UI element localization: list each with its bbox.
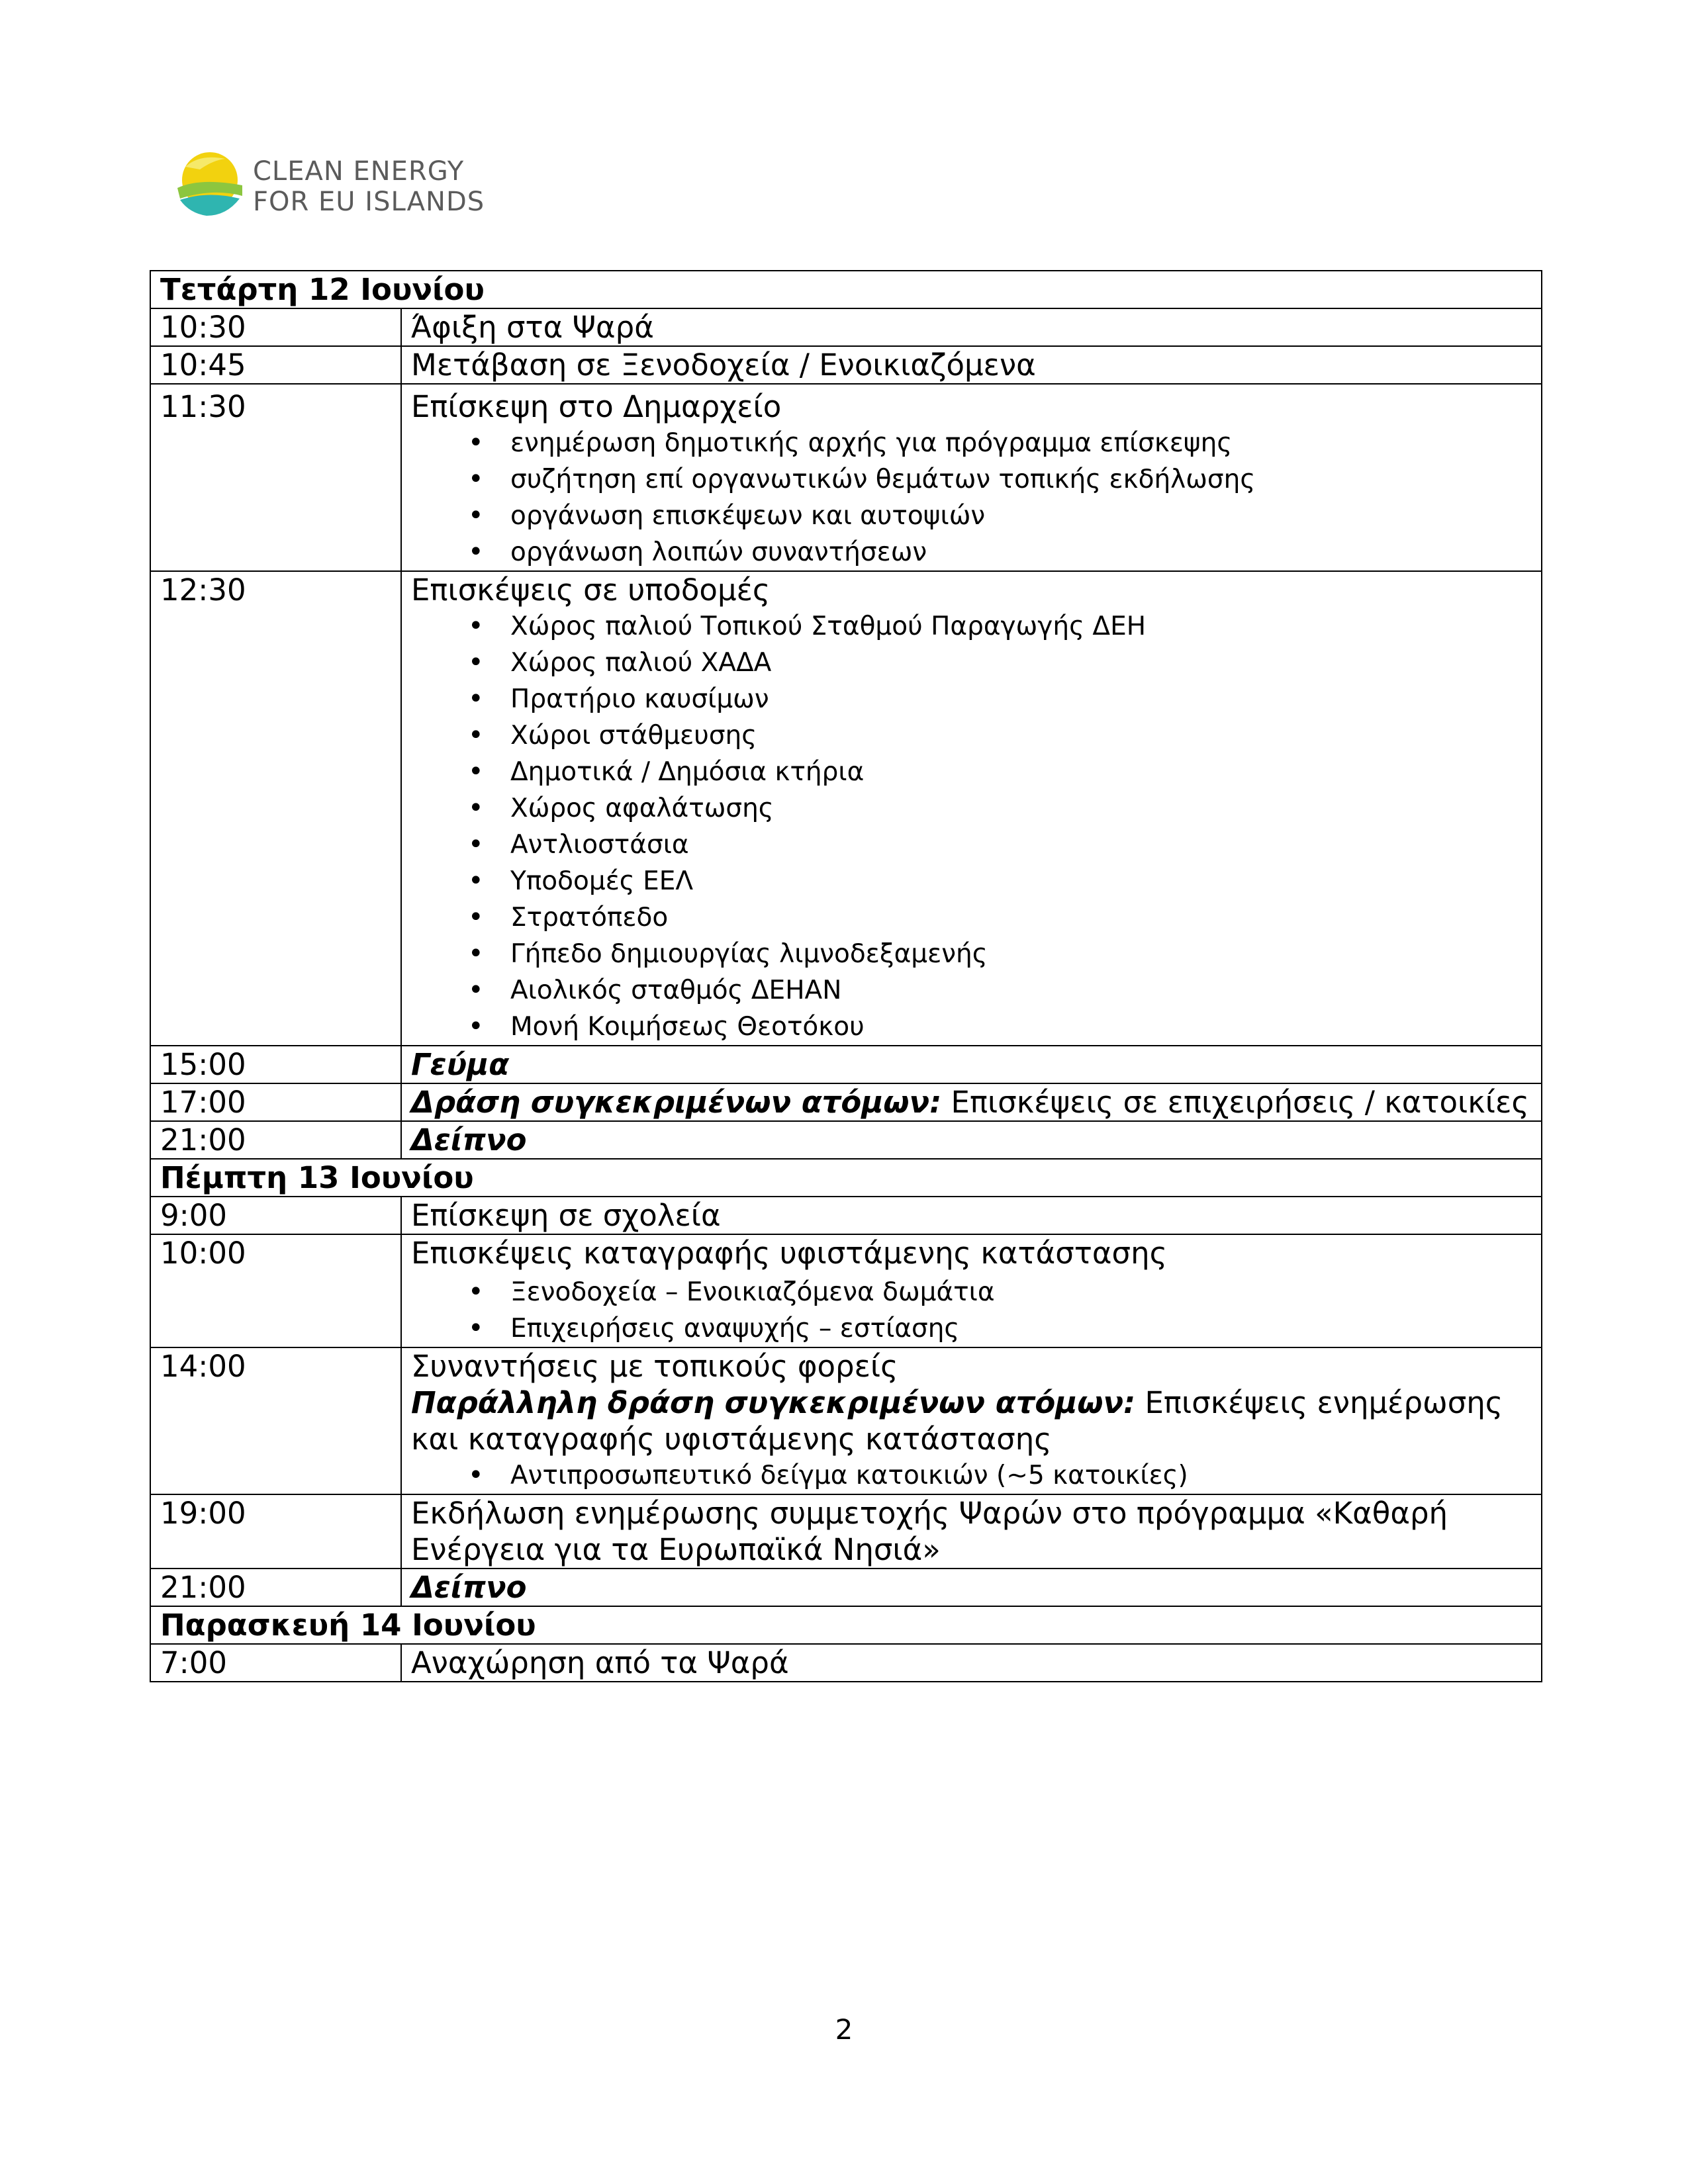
day-header-row [150, 1606, 1542, 1644]
list-item: • Πρατήριο καυσίμων [510, 681, 1532, 717]
day-title: Τετάρτη 12 Ιουνίου [150, 271, 1542, 308]
list-item: • Μονή Κοιμήσεως Θεοτόκου [510, 1009, 1532, 1045]
time-cell: 17:00 [150, 1083, 401, 1121]
activity-text: Επισκέψεις σε επιχειρήσεις / κατοικίες [941, 1085, 1529, 1120]
activity-cell [401, 1121, 1542, 1159]
table-row [150, 1046, 1542, 1083]
time-cell: 10:30 [150, 308, 401, 346]
table-row [150, 1197, 1542, 1234]
page-number: 2 [835, 2013, 853, 2046]
activity-cell [401, 571, 1542, 1046]
list-item: • Χώρος παλιού ΧΑΔΑ [510, 645, 1532, 681]
time-cell: 11:30 [150, 384, 401, 571]
list-item: • Υποδομές ΕΕΛ [510, 863, 1532, 899]
activity-cell [401, 1046, 1542, 1083]
logo-mark-icon [173, 147, 246, 220]
activity-cell [401, 1347, 1542, 1494]
schedule-table [150, 270, 1542, 1682]
activity-text: Επισκέψεις ενημέρωσης και καταγραφής υφιστάμενης κατάστασης [411, 1385, 1503, 1457]
bullet-list [411, 1271, 1532, 1347]
activity-cell [401, 1234, 1542, 1347]
list-item: • Χώρος παλιού Τοπικού Σταθμού Παραγωγής ΔΕΗ [510, 608, 1532, 645]
list-item: • οργάνωση επισκέψεων και αυτοψιών [510, 498, 1532, 534]
list-item: • ενημέρωση δημοτικής αρχής για πρόγραμμα επίσκεψης [510, 425, 1532, 461]
activity-cell [401, 1083, 1542, 1121]
activity-bold: Γεύμα [411, 1047, 510, 1082]
time-cell: 15:00 [150, 1046, 401, 1083]
table-row [150, 1083, 1542, 1121]
activity-cell: Επίσκεψη σε σχολεία [401, 1197, 1542, 1234]
bullet-list [411, 608, 1532, 1045]
activity-bold: Δράση συγκεκριμένων ατόμων: [411, 1085, 942, 1120]
list-item: • συζήτηση επί οργανωτικών θεμάτων τοπικής εκδήλωσης [510, 461, 1532, 498]
activity-title: Επισκέψεις καταγραφής υφιστάμενης κατάστασης [411, 1236, 1168, 1271]
activity-parallel [411, 1385, 1532, 1457]
activity-cell: Εκδήλωση ενημέρωσης συμμετοχής Ψαρών στο πρόγραμμα «Καθαρή Ενέργεια για τα Ευρωπαϊκά Νησιά» [401, 1494, 1542, 1569]
time-cell: 21:00 [150, 1569, 401, 1606]
time-cell: 9:00 [150, 1197, 401, 1234]
list-item: • Αιολικός σταθμός ΔΕΗΑΝ [510, 972, 1532, 1009]
bullet-list [411, 425, 1532, 570]
logo [173, 147, 518, 226]
list-item: • Στρατόπεδο [510, 899, 1532, 936]
list-item: • Δημοτικά / Δημόσια κτήρια [510, 754, 1532, 790]
list-item: • Ξενοδοχεία – Ενοικιαζόμενα δωμάτια [510, 1274, 1532, 1310]
day-title: Παρασκευή 14 Ιουνίου [150, 1606, 1542, 1644]
activity-cell: Άφιξη στα Ψαρά [401, 308, 1542, 346]
list-item: • Αντλιοστάσια [510, 827, 1532, 863]
activity-cell [401, 1569, 1542, 1606]
list-item: • Χώροι στάθμευσης [510, 717, 1532, 754]
activity-cell [401, 384, 1542, 571]
time-cell: 10:00 [150, 1234, 401, 1347]
day-header-row [150, 1159, 1542, 1197]
day-title: Πέμπτη 13 Ιουνίου [150, 1159, 1542, 1197]
activity-bold: Δείπνο [411, 1122, 527, 1158]
logo-line-1: CLEAN ENERGY [253, 156, 465, 187]
time-cell: 12:30 [150, 571, 401, 1046]
time-cell: 7:00 [150, 1644, 401, 1682]
day-header-row [150, 271, 1542, 308]
list-item: • Αντιπροσωπευτικό δείγμα κατοικιών (~5 κατοικίες) [510, 1457, 1532, 1494]
table-row [150, 1569, 1542, 1606]
table-row [150, 346, 1542, 384]
activity-bold: Παράλληλη δράση συγκεκριμένων ατόμων: [411, 1385, 1136, 1420]
table-row [150, 1644, 1542, 1682]
activity-cell: Μετάβαση σε Ξενοδοχεία / Ενοικιαζόμενα [401, 346, 1542, 384]
time-cell: 21:00 [150, 1121, 401, 1159]
time-cell: 10:45 [150, 346, 401, 384]
activity-title: Επισκέψεις σε υποδομές [411, 572, 771, 608]
list-item: • Γήπεδο δημιουργίας λιμνοδεξαμενής [510, 936, 1532, 972]
activity-cell: Αναχώρηση από τα Ψαρά [401, 1644, 1542, 1682]
table-row [150, 1234, 1542, 1347]
list-item: • οργάνωση λοιπών συναντήσεων [510, 534, 1532, 570]
table-row [150, 571, 1542, 1046]
time-cell: 14:00 [150, 1347, 401, 1494]
logo-line-2: FOR EU ISLANDS [253, 187, 485, 217]
activity-title: Συναντήσεις με τοπικούς φορείς [411, 1349, 898, 1384]
list-item: • Επιχειρήσεις αναψυχής – εστίασης [510, 1310, 1532, 1347]
list-item: • Χώρος αφαλάτωσης [510, 790, 1532, 827]
table-row [150, 1121, 1542, 1159]
time-cell: 19:00 [150, 1494, 401, 1569]
bullet-list [411, 1457, 1532, 1494]
table-row [150, 384, 1542, 571]
table-row [150, 308, 1542, 346]
table-row [150, 1347, 1542, 1494]
activity-title: Επίσκεψη στο Δημαρχείο [411, 389, 782, 424]
activity-bold: Δείπνο [411, 1570, 527, 1605]
table-row [150, 1494, 1542, 1569]
logo-text [253, 156, 485, 217]
